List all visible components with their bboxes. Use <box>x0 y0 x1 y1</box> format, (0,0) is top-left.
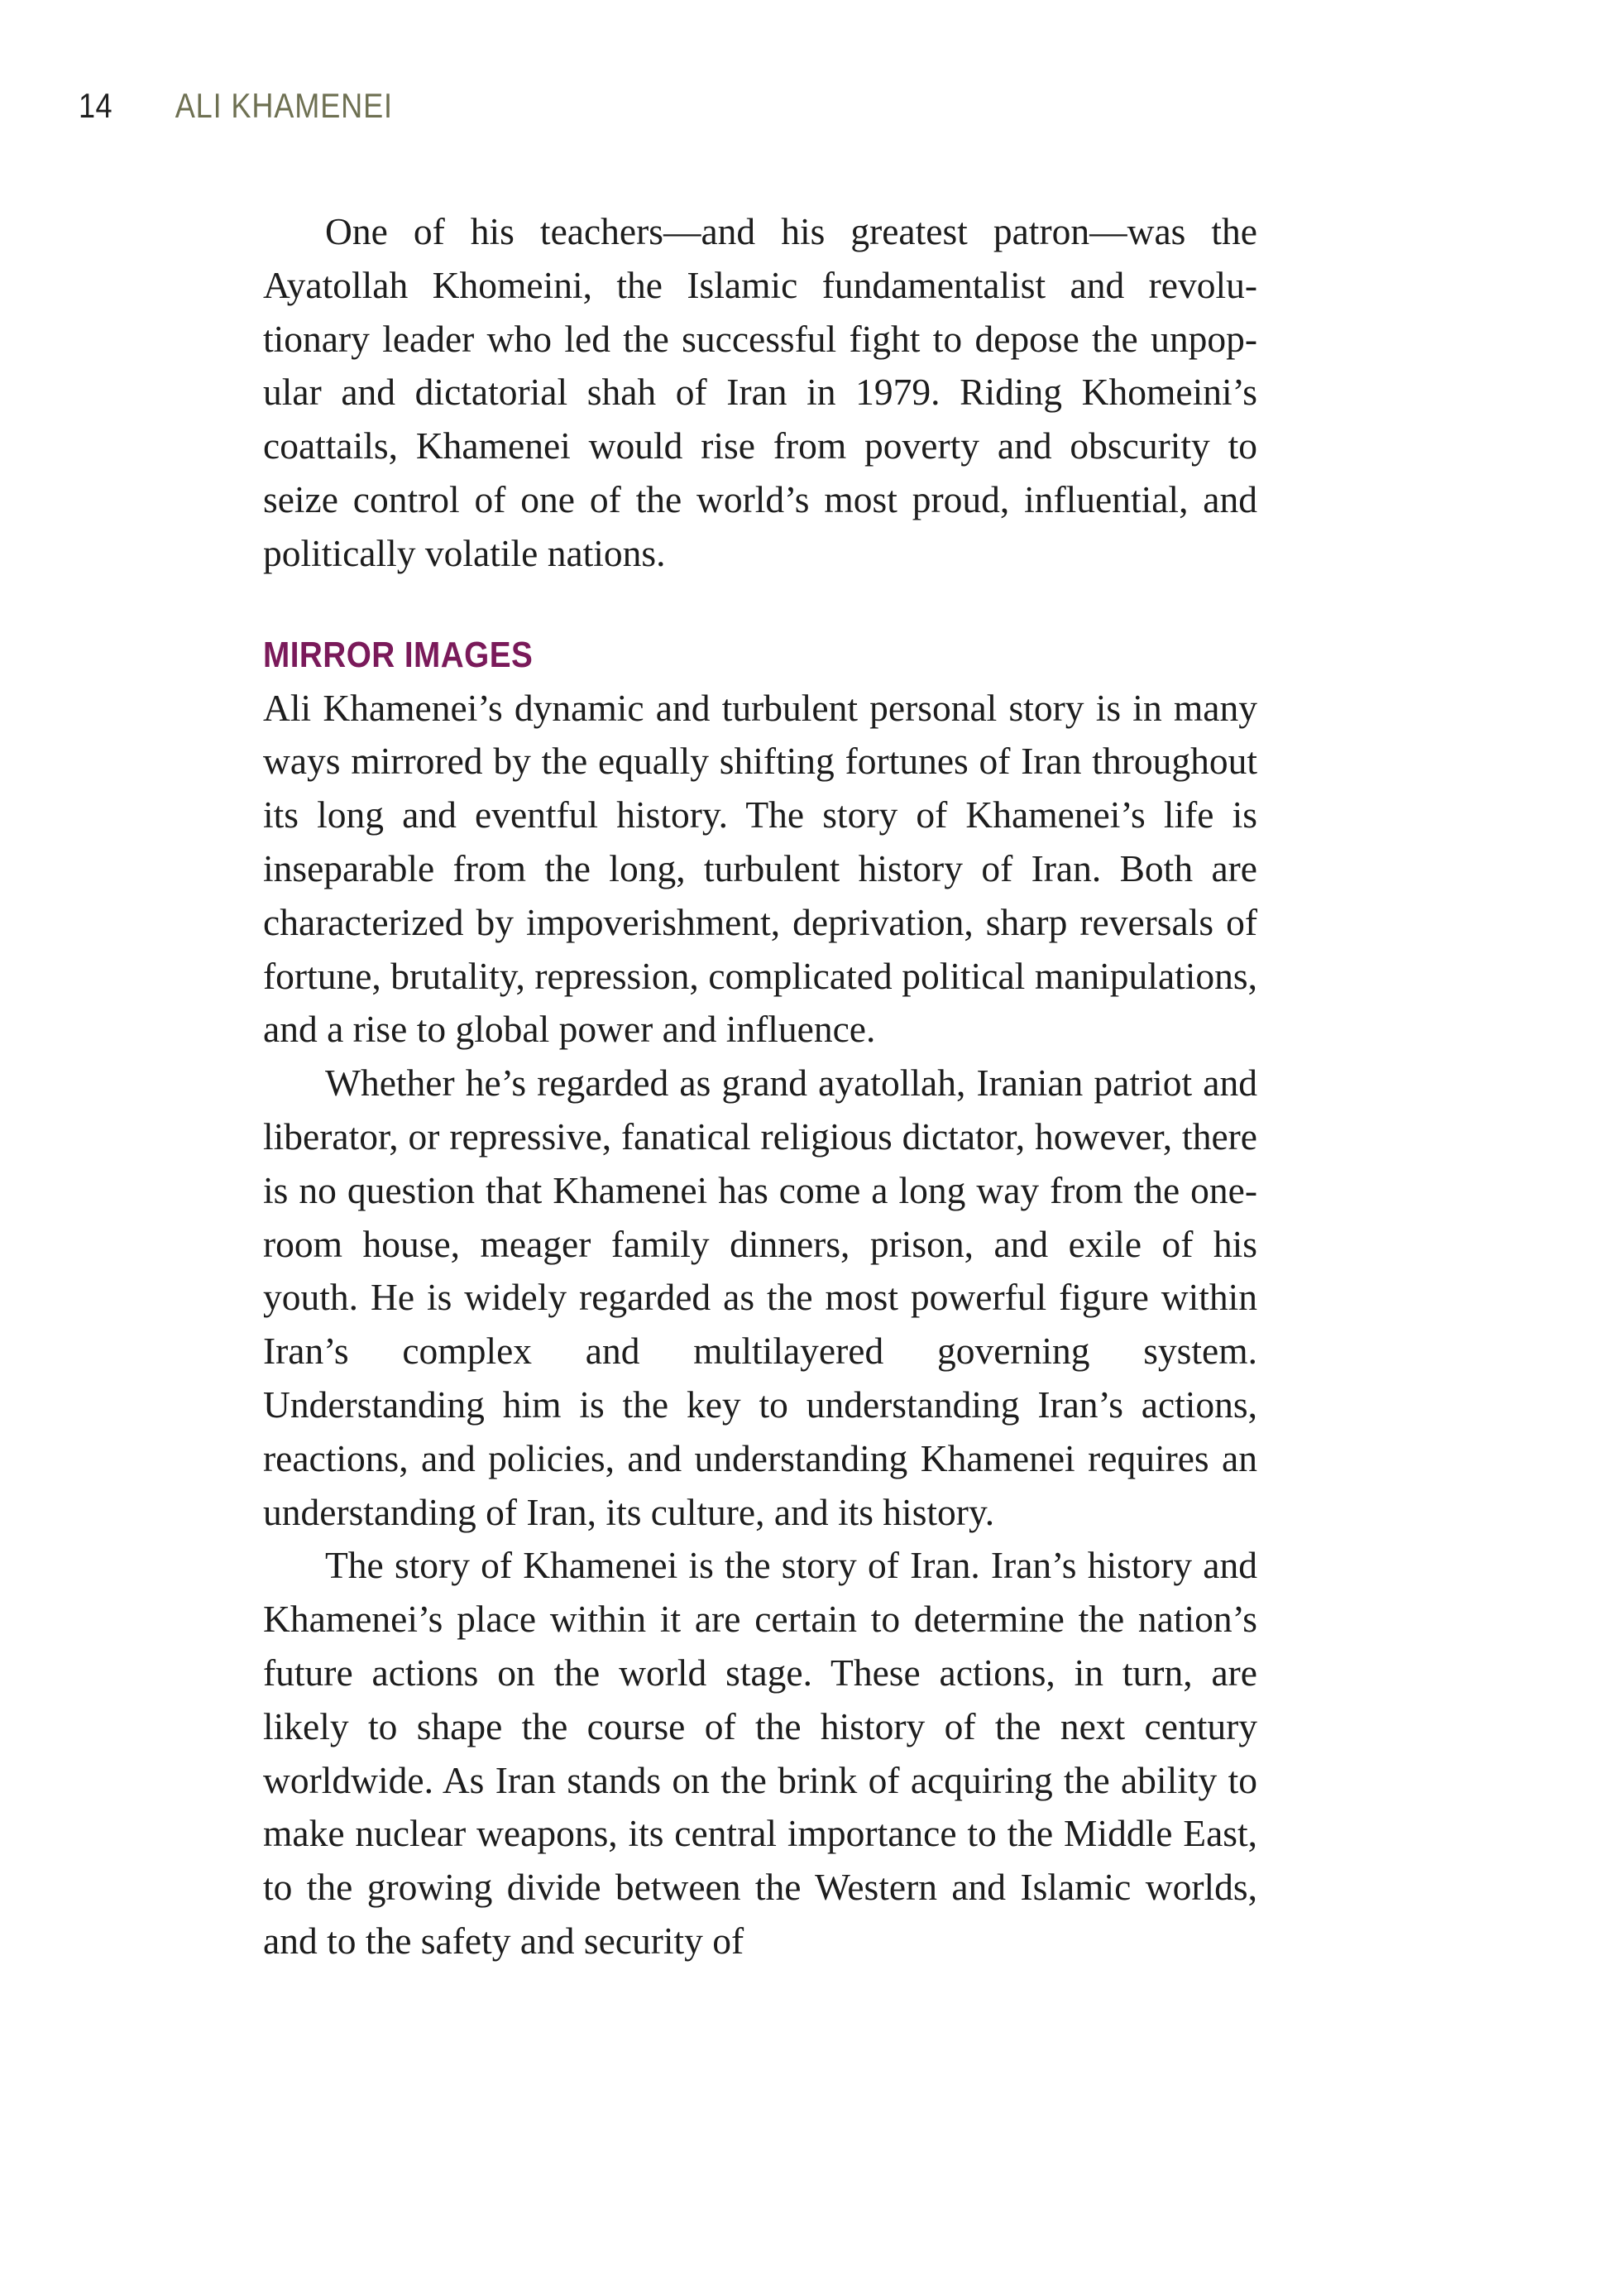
paragraph-regard: Whether he’s regarded as grand ayatollah, Iranian patriot and liberator, or repressive, fanatical religious dictator, however, there is no question that Khamenei has come a long way from the one-room house, meager family dinners, prison, and exile of his youth. He is widely regarded as the most powerful figure within Iran’s complex and multilayered governing system. Understanding him is the key to understanding Iran’s actions, reactions, and policies, and understanding Khamenei requires an understanding of Iran, its culture, and its history. <box>263 1062 1257 1533</box>
section-heading: MIRROR IMAGES <box>263 634 534 675</box>
body-text <box>263 205 1257 1968</box>
book-title: ALI KHAMENEI <box>175 86 393 125</box>
page-number: 14 <box>79 86 113 125</box>
paragraph-intro: One of his teachers—and his greatest patron—was the Ayatollah Khomeini, the Islamic fundamentalist and revolutionary leader who led the successful fight to depose the unpopular and dictatorial shah of Iran in 1979. Riding Khomeini’s coattails, Khamenei would rise from poverty and obscurity to seize control of one of the world’s most proud, influential, and politically volatile nations. <box>263 210 1257 574</box>
paragraph-mirror-images: Ali Khamenei’s dynamic and turbulent personal story is in many ways mirrored by the equally shifting fortunes of Iran throughout its long and eventful history. The story of Khamenei’s life is inseparable from the long, turbulent history of Iran. Both are characterized by impoverishment, deprivation, sharp reversals of fortune, brutality, repression, complicated political manipulations, and a rise to global power and influence. <box>263 686 1257 1051</box>
paragraph-story-of-iran: The story of Khamenei is the story of Iran. Iran’s history and Khamenei’s place within it are certain to determine the nation’s future actions on the world stage. These actions, in turn, are likely to shape the course of the history of the next century worldwide. As Iran stands on the brink of acquiring the ability to make nuclear weapons, its central importance to the Middle East, to the growing divide between the Western and Islamic worlds, and to the safety and security of <box>263 1544 1257 1962</box>
running-head <box>79 86 393 136</box>
